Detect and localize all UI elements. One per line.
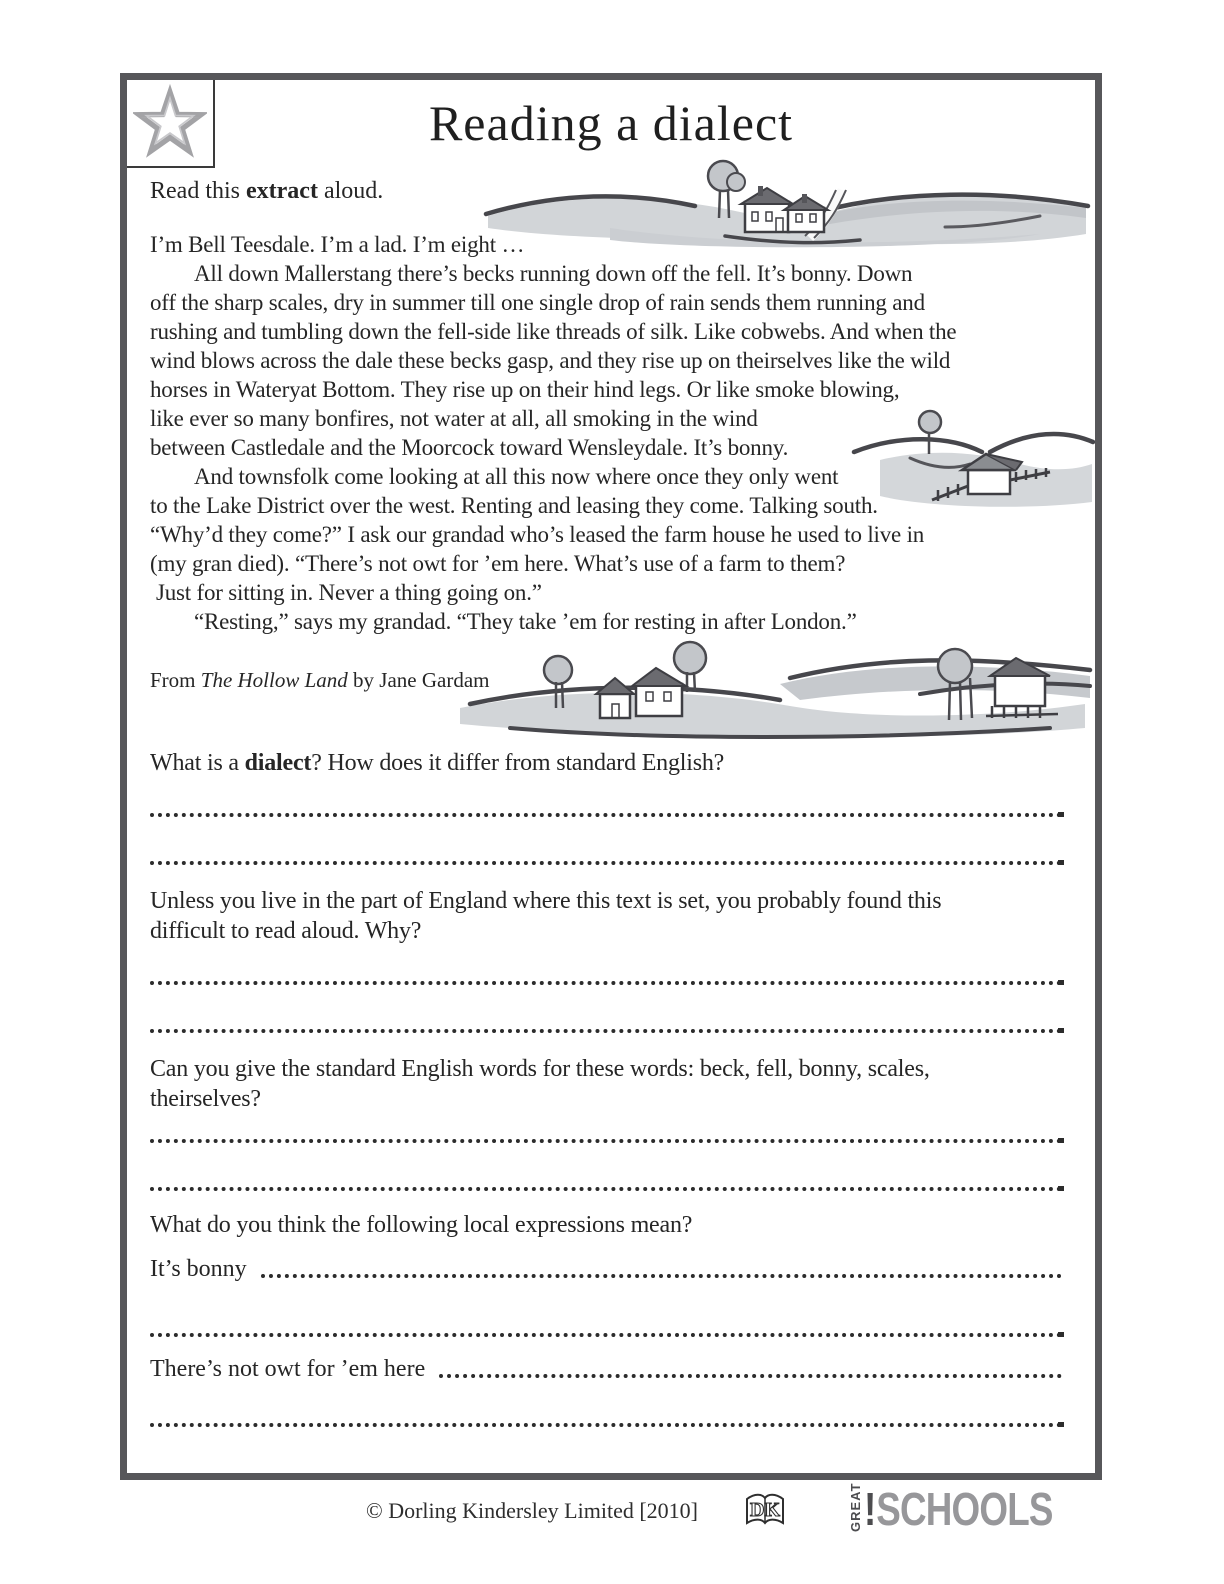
passage-line: I’m Bell Teesdale. I’m a lad. I’m eight … [150,232,525,257]
source-attribution [150,668,490,693]
answer-line [150,1134,1062,1143]
question-2-line2: difficult to read aloud. Why? [150,918,422,944]
worksheet-page [120,73,1102,1480]
village-landscape-illustration [450,628,1095,746]
passage-line: “Why’d they come?” I ask our grandad who’s leased the farm house he used to live in [150,522,925,547]
answer-line [150,808,1062,817]
passage-line: (my gran died). “There’s not owt for ’em here. What’s use of a farm to them? [150,551,846,576]
source-book-title: The Hollow Land [200,668,348,692]
reading-passage [150,230,956,636]
question-3 [150,1054,930,1114]
passage-line: “Resting,” says my grandad. “They take ’em for resting in after London.” [194,609,857,634]
question-2 [150,886,941,946]
expression-2-row [150,1356,1062,1383]
source-pre: From [150,668,201,692]
passage-line: Just for sitting in. Never a thing going on.” [156,580,542,605]
expression-1-label: It’s bonny [150,1256,247,1282]
answer-line [150,1182,1062,1191]
dk-logo-letters: DK [750,1499,780,1521]
greatschools-logo [848,1482,1100,1535]
expression-1-row [150,1256,1062,1283]
instruction-pre: Read this [150,178,246,204]
passage-line: horses in Wateryat Bottom. They rise up on their hind legs. Or like smoke blowing, [150,377,900,402]
answer-line [150,976,1062,985]
question-1-post: ? How does it differ from standard English? [311,750,725,776]
question-1-pre: What is a [150,750,245,776]
passage-line: to the Lake District over the west. Renting and leasing they come. Talking south. [150,493,878,518]
passage-line: All down Mallerstang there’s becks running down off the fell. It’s bonny. Down [194,261,913,286]
page-footer [120,1482,1102,1548]
answer-line [150,1328,1062,1337]
passage-line: And townsfolk come looking at all this now where once they only went [194,464,839,489]
passage-line: between Castledale and the Moorcock toward Wensleydale. It’s bonny. [150,435,789,460]
passage-line: like ever so many bonfires, not water at all, all smoking in the wind [150,406,758,431]
expression-2-answer-line [439,1374,1062,1378]
source-post: by Jane Gardam [347,668,490,692]
instruction-post: aloud. [317,178,384,204]
question-3-line1: Can you give the standard English words for these words: beck, fell, bonny, scales, [150,1056,930,1082]
expression-1-answer-line [261,1274,1062,1278]
question-1 [150,748,724,778]
instruction-line [150,178,383,205]
star-box [127,80,215,168]
passage-line: rushing and tumbling down the fell-side like threads of silk. Like cobwebs. And when the [150,319,957,344]
answer-line [150,856,1062,865]
question-3-line2: theirselves? [150,1086,261,1112]
copyright-text: © Dorling Kindersley Limited [2010] [366,1498,698,1523]
greatschools-vertical-text: GREAT [848,1482,864,1532]
greatschools-name: SCHOOLS [876,1483,1053,1535]
greatschools-wordmark [864,1483,1053,1535]
expression-2-label: There’s not owt for ’em here [150,1356,426,1382]
question-4: What do you think the following local expressions mean? [150,1212,693,1238]
instruction-bold-word: extract [246,178,318,204]
question-2-line1: Unless you live in the part of England where this text is set, you probably found this [150,888,942,914]
question-1-bold-word: dialect [244,750,312,776]
greatschools-bang: ! [864,1483,877,1535]
star-icon [133,84,207,162]
answer-line [150,1024,1062,1033]
answer-line [150,1418,1062,1427]
page-title: Reading a dialect [428,95,794,151]
passage-line: off the sharp scales, dry in summer till one single drop of rain sends them running and [150,290,925,315]
dk-open-book-logo [742,1490,788,1532]
passage-line: wind blows across the dale these becks gasp, and they rise up on theirselves like the wild [150,348,951,373]
